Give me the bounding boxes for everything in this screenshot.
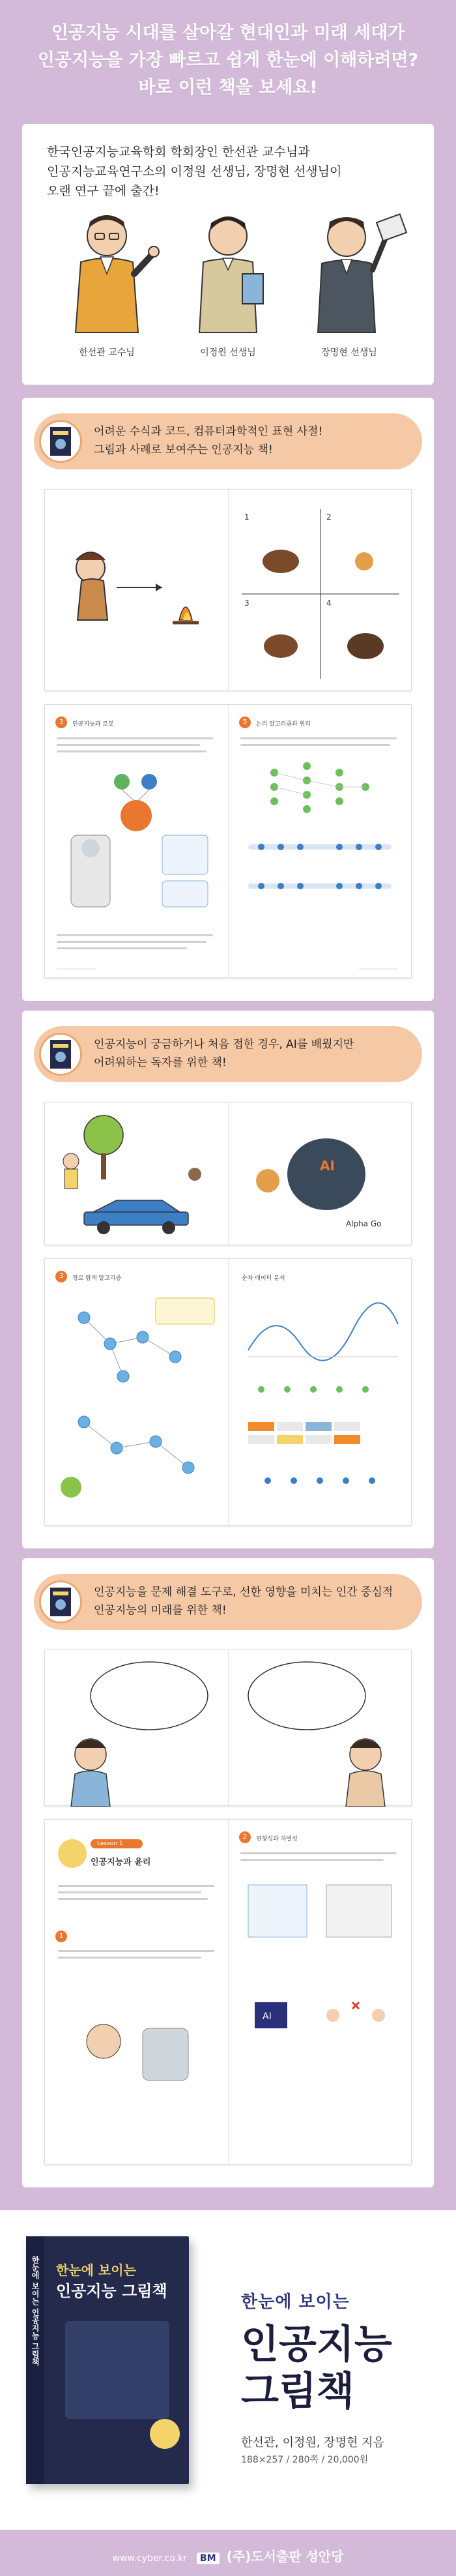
lesson-badge [58,1839,87,1868]
hero-line-2: 인공지능을 가장 빠르고 쉽게 한눈에 이해하려면? [37,50,419,70]
spread-3a-left [45,1650,228,1805]
spread-1b-left [45,705,228,977]
footer-bar [0,2530,456,2576]
section-card-3 [22,1558,434,2187]
author-lee-label: 이정원 선생님 [200,348,256,358]
thinking-person-left [45,1650,229,1807]
section-2-banner [34,1026,422,1082]
product-title-line-1: 인공지능 [241,2322,392,2367]
spread-1b-left-title: 인공지능과 로봇 [72,721,114,728]
ai-head-illustration [229,1103,412,1246]
bias-section-number: 2 [239,1831,251,1843]
spread-3b-left [45,1820,228,2164]
svg-text:AI: AI [320,1158,335,1174]
product-title-small: 한눈에 보이는 [241,2292,350,2312]
product-title-line-2: 그림책 [241,2369,354,2414]
cover-art [65,2321,169,2419]
bias-illustration [229,1872,412,2146]
section-1-line-1: 어려운 수식과 코드, 컴퓨터과학적인 표현 사절! [94,425,323,438]
section-1-line-2: 그림과 사례로 보여주는 인공지능 책! [94,443,273,456]
author-jang-label: 장명현 선생님 [321,348,377,358]
book-spread-2a [44,1102,412,1245]
book-spread-3b [44,1819,412,2165]
author-jang-illustration [291,202,408,346]
spine-text: 한눈에 보이는 인공지능 그림책 [31,2256,40,2366]
author-jang [291,202,408,358]
spread-1b-right-title: 논리 알고리즘과 원리 [256,721,311,728]
graph-search-diagram [45,1292,229,1513]
author-lee [169,202,287,358]
spread-2b-left-title: 경로 탐색 알고리즘 [72,1275,122,1282]
hero-line-3: 바로 이런 책을 보세요! [138,78,318,98]
authors-intro [47,142,341,201]
section-3-line-2: 인공지능의 미래를 위한 책! [94,1604,227,1617]
spread-1b-right [228,705,411,977]
cover-title-big: 인공지능 그림책 [56,2282,167,2300]
lesson-label: Lesson 1 [97,1841,123,1847]
authors-card [22,124,434,385]
svg-text:AI: AI [263,2011,272,2022]
spread-2a-left [45,1103,228,1245]
book-cover-icon [39,1033,82,1076]
author-lee-illustration [169,202,287,346]
spread-2b-left [45,1259,228,1525]
cover-badge [150,2419,180,2449]
publisher-logo: BM [197,2553,220,2564]
spread-3a-right [228,1650,411,1805]
book-cover [26,2236,189,2484]
spread-1b-section-number: 3 [55,717,67,728]
section-card-2 [22,1011,434,1548]
hero-header [0,0,456,111]
hero-line-1: 인공지능 시대를 살아갈 현대인과 미래 세대가 [51,23,405,43]
neural-net-diagram [229,753,412,936]
svg-text:1: 1 [244,512,249,522]
authors-intro-line-2: 인공지능교육연구소의 이정원 선생님, 장명현 선생님이 [47,164,342,179]
book-spread-2b [44,1258,412,1526]
cover-title-small: 한눈에 보이는 [56,2262,136,2278]
spread-2a-right [228,1103,411,1245]
product-section [0,2210,456,2530]
footer-publisher: (주)도서출판 성안당 [226,2549,344,2564]
lesson-title: 인공지능과 윤리 [91,1858,151,1867]
lesson-section-number: 1 [55,1931,67,1942]
product-authors: 한선관, 이정원, 장명현 지음 [241,2436,384,2450]
spread-2b-number: 3 [55,1271,67,1282]
spread-1a-left [45,490,228,690]
sequence-charts [229,1292,412,1513]
section-card-1 [22,398,434,1001]
section-3-banner-text [94,1583,393,1620]
spread-3b-right [228,1820,411,2164]
section-3-line-1: 인공지능을 문제 해결 도구로, 선한 영향을 미치는 인간 중심적 [94,1586,393,1599]
author-han-label: 한선관 교수님 [79,348,135,358]
caveman-fire-illustration [45,490,229,692]
authors-intro-line-1: 한국인공지능교육학회 학회장인 한선관 교수님과 [47,145,310,159]
author-han [48,202,165,358]
tree-car-illustration [45,1103,229,1246]
section-1-banner-text [94,422,322,459]
dog-grid-illustration [229,490,412,692]
bias-title: 편향성과 차별성 [256,1836,298,1843]
book-spine [26,2236,44,2484]
section-2-line-2: 어려워하는 독자를 위한 책! [94,1056,227,1069]
author-han-illustration [48,202,165,346]
spread-1a-right [228,490,411,690]
thinking-person-right [229,1650,412,1807]
book-cover-icon [39,420,82,463]
book-cover-icon [39,1580,82,1623]
svg-text:2: 2 [326,512,332,522]
ethics-illustration [45,1983,229,2113]
spread-1b-right-number: 5 [239,717,251,728]
book-spread-1b [44,704,412,978]
spread-2b-right-title: 순차 데이터 분석 [242,1275,285,1282]
book-spread-1a [44,489,412,691]
footer-url[interactable]: www.cyber.co.kr [112,2553,187,2564]
book-spread-3a [44,1650,412,1806]
robot-diagram [45,763,229,933]
authors-intro-line-3: 오랜 연구 끝에 출간! [47,184,160,198]
spread-2b-right [228,1259,411,1525]
svg-text:4: 4 [326,599,332,608]
svg-text:3: 3 [244,599,249,608]
section-2-banner-text [94,1035,354,1072]
section-1-banner [34,413,422,469]
product-spec: 188×257 / 280쪽 / 20,000원 [241,2455,369,2465]
section-3-banner [34,1574,422,1630]
section-2-line-1: 인공지능이 궁금하거나 처음 접한 경우, AI를 배웠지만 [94,1038,354,1051]
product-title-big [241,2321,392,2415]
alpha-go-caption: Alpha Go [346,1219,382,1228]
